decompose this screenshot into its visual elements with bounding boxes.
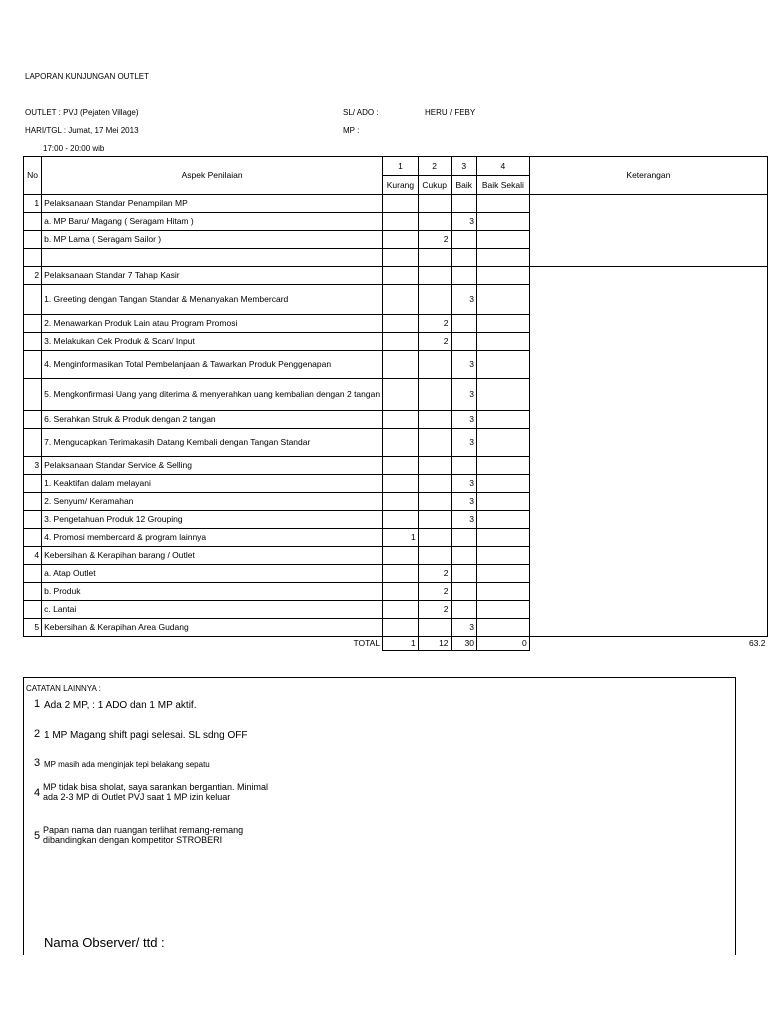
score-baik: 3 (451, 511, 476, 529)
score-kurang (383, 583, 419, 601)
remarks-cell (529, 267, 767, 637)
item-number-cell (24, 315, 42, 333)
header-baik-sekali: Baik Sekali (477, 176, 530, 195)
score-kurang (383, 315, 419, 333)
item-label: 3. Melakukan Cek Produk & Scan/ Input (42, 333, 383, 351)
score-cukup (418, 475, 451, 493)
item-label: b. MP Lama ( Seragam Sailor ) (42, 231, 383, 249)
score-cukup: 2 (418, 231, 451, 249)
score-kurang (383, 511, 419, 529)
score-baik-sekali (477, 285, 530, 315)
item-number-cell (24, 411, 42, 429)
score-kurang: 1 (383, 529, 419, 547)
total-cukup: 12 (418, 637, 451, 651)
score-kurang (383, 351, 419, 379)
score-baik: 3 (451, 475, 476, 493)
note-text: 1 MP Magang shift pagi selesai. SL sdng OFF (44, 730, 248, 741)
score-baik (451, 315, 476, 333)
outlet-info: OUTLET : PVJ (Pejaten Village) (25, 108, 139, 117)
item-number-cell (24, 429, 42, 457)
total-score: 63.2 (748, 638, 766, 649)
score-baik-sekali (477, 249, 530, 267)
score-kurang (383, 213, 419, 231)
score-baik: 3 (451, 493, 476, 511)
note-text: MP masih ada menginjak tepi belakang sepatu (44, 760, 210, 769)
score-baik (451, 231, 476, 249)
score-baik-sekali (477, 411, 530, 429)
section-title: Pelaksanaan Standar Penampilan MP (42, 195, 383, 213)
note-number: 3 (34, 757, 41, 769)
score-baik-sekali (477, 475, 530, 493)
header-no: No (24, 157, 42, 195)
score-cukup (418, 493, 451, 511)
item-label (42, 249, 383, 267)
assessment-table-body (24, 157, 768, 651)
item-label: 7. Mengucapkan Terimakasih Datang Kembali dengan Tangan Standar (42, 429, 383, 457)
report-title: LAPORAN KUNJUNGAN OUTLET (25, 72, 150, 81)
item-number-cell (24, 511, 42, 529)
score-kurang (383, 249, 419, 267)
notes-heading: CATATAN LAINNYA : (26, 684, 101, 693)
score-baik-sekali (477, 231, 530, 249)
score-cukup (418, 529, 451, 547)
item-label: 1. Greeting dengan Tangan Standar & Menanyakan Membercard (42, 285, 383, 315)
note-number: 1 (34, 698, 41, 710)
item-label: a. MP Baru/ Magang ( Seragam Hitam ) (42, 213, 383, 231)
item-number-cell (24, 565, 42, 583)
section-row (24, 267, 768, 285)
score-kurang (383, 565, 419, 583)
header-col4-num: 4 (477, 157, 530, 176)
item-label: 2. Senyum/ Keramahan (42, 493, 383, 511)
header-baik: Baik (451, 176, 476, 195)
observer-signature-label: Nama Observer/ ttd : (44, 935, 165, 950)
score-cukup: 2 (418, 565, 451, 583)
score-baik (451, 529, 476, 547)
header-cukup: Cukup (418, 176, 451, 195)
item-label: a. Atap Outlet (42, 565, 383, 583)
score-baik: 3 (451, 213, 476, 231)
score-cukup (418, 379, 451, 411)
item-number-cell (24, 231, 42, 249)
item-number-cell (24, 493, 42, 511)
section-number: 2 (24, 267, 42, 285)
score-baik-sekali (477, 351, 530, 379)
header-kurang: Kurang (383, 176, 419, 195)
header-col2-num: 2 (418, 157, 451, 176)
item-number-cell (24, 249, 42, 267)
score-baik-sekali (477, 493, 530, 511)
section-number: 4 (24, 547, 42, 565)
score-kurang (383, 547, 419, 565)
score-cukup (418, 213, 451, 231)
score-baik (451, 565, 476, 583)
sl-ado-label: SL/ ADO : (343, 108, 379, 117)
header-aspect: Aspek Penilaian (42, 157, 383, 195)
score-baik-sekali (477, 601, 530, 619)
score-baik: 3 (451, 619, 476, 637)
total-spacer (24, 637, 42, 651)
item-number-cell (24, 333, 42, 351)
score-cukup (418, 351, 451, 379)
total-baik-sekali: 0 (477, 637, 530, 651)
note-number: 2 (34, 728, 41, 740)
item-label: 2. Menawarkan Produk Lain atau Program Promosi (42, 315, 383, 333)
score-kurang (383, 231, 419, 249)
score-baik (451, 267, 476, 285)
score-baik-sekali (477, 333, 530, 351)
score-baik-sekali (477, 195, 530, 213)
score-kurang (383, 493, 419, 511)
score-baik (451, 601, 476, 619)
item-number-cell (24, 285, 42, 315)
score-kurang (383, 267, 419, 285)
section-row (24, 195, 768, 213)
note-text: Papan nama dan ruangan terlihat remang-remang dibandingkan dengan kompetitor STROBERI (43, 825, 244, 845)
note-text: Ada 2 MP, : 1 ADO dan 1 MP aktif. (44, 700, 197, 711)
score-kurang (383, 457, 419, 475)
section-title: Pelaksanaan Standar 7 Tahap Kasir (42, 267, 383, 285)
score-cukup: 2 (418, 583, 451, 601)
assessment-table (23, 156, 768, 651)
visit-date: HARI/TGL : Jumat, 17 Mei 2013 (25, 126, 139, 135)
header-col1-num: 1 (383, 157, 419, 176)
section-title: Pelaksanaan Standar Service & Selling (42, 457, 383, 475)
item-label: 4. Menginformasikan Total Pembelanjaan & Tawarkan Produk Penggenapan (42, 351, 383, 379)
section-number: 3 (24, 457, 42, 475)
item-label: 6. Serahkan Struk & Produk dengan 2 tangan (42, 411, 383, 429)
score-kurang (383, 195, 419, 213)
score-baik: 3 (451, 411, 476, 429)
header-col3-num: 3 (451, 157, 476, 176)
score-cukup (418, 195, 451, 213)
score-baik-sekali (477, 619, 530, 637)
score-cukup (418, 547, 451, 565)
item-label: 4. Promosi membercard & program lainnya (42, 529, 383, 547)
score-baik-sekali (477, 583, 530, 601)
sl-ado-value: HERU / FEBY (425, 108, 476, 117)
score-kurang (383, 285, 419, 315)
item-label: 5. Mengkonfirmasi Uang yang diterima & menyerahkan uang kembalian dengan 2 tangan (42, 379, 383, 411)
score-cukup (418, 411, 451, 429)
total-kurang: 1 (383, 637, 419, 651)
item-label: c. Lantai (42, 601, 383, 619)
score-kurang (383, 333, 419, 351)
score-baik (451, 195, 476, 213)
score-baik-sekali (477, 379, 530, 411)
note-text: MP tidak bisa sholat, saya sarankan bergantian. Minimal ada 2-3 MP di Outlet PVJ saat 1 MP izin keluar (43, 782, 268, 802)
item-number-cell (24, 379, 42, 411)
score-kurang (383, 379, 419, 411)
visit-time: 17:00 - 20:00 wib (43, 144, 105, 153)
score-cukup (418, 267, 451, 285)
score-cukup (418, 619, 451, 637)
section-number: 1 (24, 195, 42, 213)
score-cukup: 2 (418, 315, 451, 333)
header-remarks: Keterangan (529, 157, 767, 195)
mp-label: MP : (343, 126, 360, 135)
score-cukup (418, 457, 451, 475)
score-baik-sekali (477, 547, 530, 565)
score-baik: 3 (451, 285, 476, 315)
score-kurang (383, 601, 419, 619)
item-number-cell (24, 601, 42, 619)
score-baik (451, 547, 476, 565)
notes-box (23, 677, 736, 955)
score-baik: 3 (451, 379, 476, 411)
score-baik-sekali (477, 529, 530, 547)
score-baik (451, 249, 476, 267)
section-title: Kebersihan & Kerapihan Area Gudang (42, 619, 383, 637)
total-label: TOTAL (353, 638, 381, 649)
item-number-cell (24, 475, 42, 493)
item-number-cell (24, 351, 42, 379)
score-baik-sekali (477, 267, 530, 285)
item-label: 3. Pengetahuan Produk 12 Grouping (42, 511, 383, 529)
total-baik: 30 (451, 637, 476, 651)
score-cukup (418, 429, 451, 457)
note-number: 5 (34, 830, 41, 842)
total-row (24, 637, 768, 651)
score-kurang (383, 619, 419, 637)
score-baik: 3 (451, 429, 476, 457)
score-baik-sekali (477, 315, 530, 333)
item-label: b. Produk (42, 583, 383, 601)
score-baik-sekali (477, 565, 530, 583)
item-number-cell (24, 529, 42, 547)
item-number-cell (24, 583, 42, 601)
score-baik: 3 (451, 351, 476, 379)
score-baik (451, 457, 476, 475)
score-kurang (383, 475, 419, 493)
score-cukup: 2 (418, 601, 451, 619)
score-baik-sekali (477, 429, 530, 457)
item-label: 1. Keaktifan dalam melayani (42, 475, 383, 493)
section-title: Kebersihan & Kerapihan barang / Outlet (42, 547, 383, 565)
score-cukup (418, 285, 451, 315)
score-kurang (383, 429, 419, 457)
remarks-cell (529, 195, 767, 267)
score-baik (451, 583, 476, 601)
score-baik (451, 333, 476, 351)
score-kurang (383, 411, 419, 429)
score-cukup (418, 249, 451, 267)
score-cukup (418, 511, 451, 529)
score-baik-sekali (477, 213, 530, 231)
score-baik-sekali (477, 457, 530, 475)
section-number: 5 (24, 619, 42, 637)
item-number-cell (24, 213, 42, 231)
note-number: 4 (34, 787, 41, 799)
score-baik-sekali (477, 511, 530, 529)
score-cukup: 2 (418, 333, 451, 351)
table-header-row (24, 157, 768, 176)
